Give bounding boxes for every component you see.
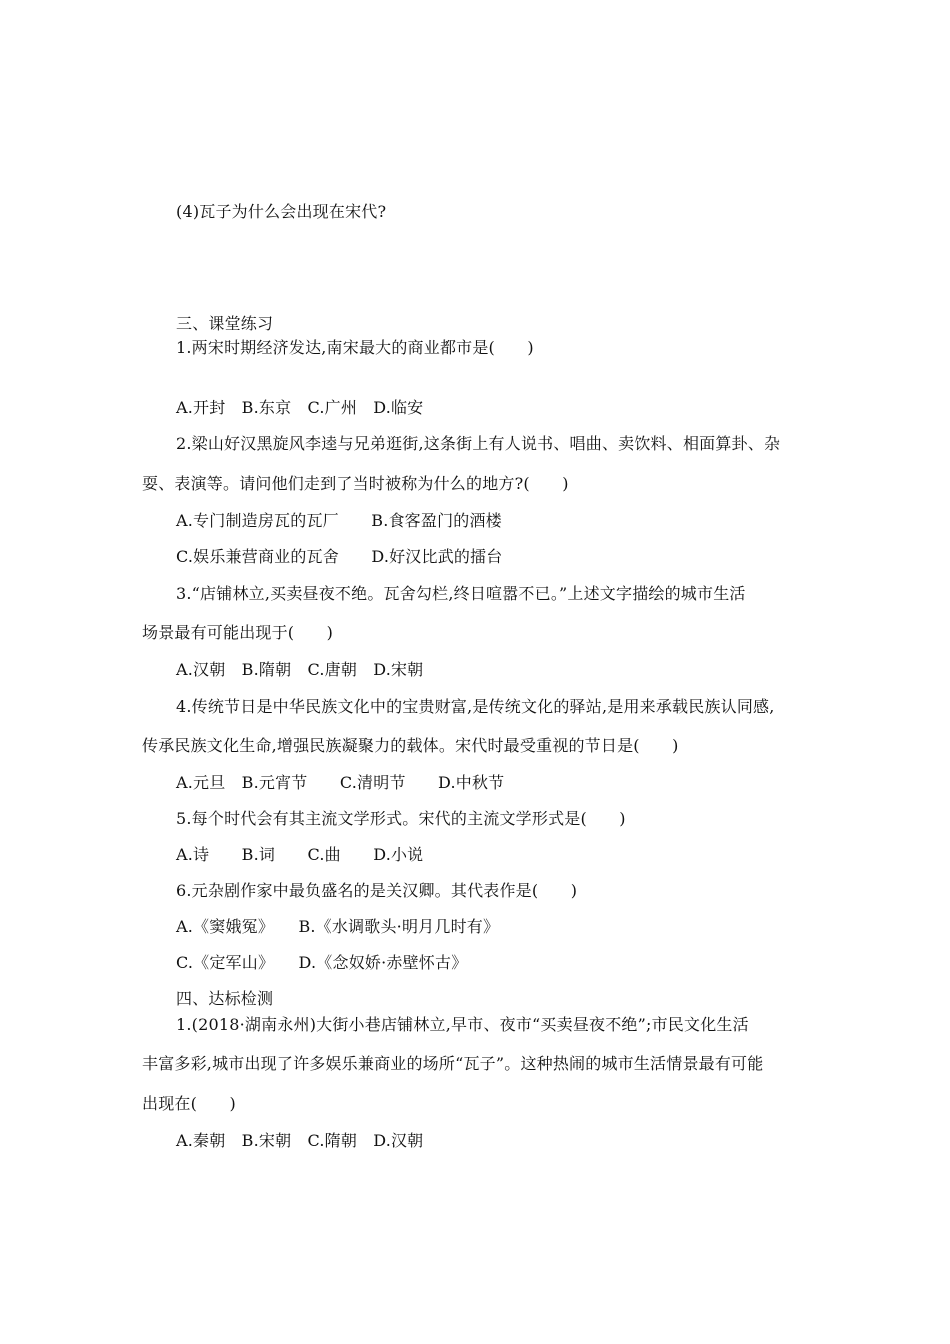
assessment-q1-options: A.秦朝 B.宋朝 C.隋朝 D.汉朝 [176, 1131, 424, 1150]
practice-q2-line1: 2.梁山好汉黑旋风李逵与兄弟逛街,这条街上有人说书、唱曲、卖饮料、相面算卦、杂 [176, 434, 781, 453]
section-heading-assessment: 四、达标检测 [176, 989, 274, 1008]
practice-q5-options: A.诗 B.词 C.曲 D.小说 [176, 845, 424, 864]
practice-q2-options-cd: C.娱乐兼营商业的瓦舍 D.好汉比武的擂台 [176, 547, 503, 566]
section-heading-practice: 三、课堂练习 [176, 314, 274, 333]
practice-q4-line1: 4.传统节日是中华民族文化中的宝贵财富,是传统文化的驿站,是用来承载民族认同感, [176, 697, 775, 716]
practice-q6-options-cd: C.《定军山》 D.《念奴娇·赤壁怀古》 [176, 953, 468, 972]
assessment-q1-line2: 丰富多彩,城市出现了许多娱乐兼商业的场所“瓦子”。这种热闹的城市生活情景最有可能 [142, 1054, 764, 1073]
practice-q4-line2: 传承民族文化生命,增强民族凝聚力的载体。宋代时最受重视的节日是( ) [142, 736, 679, 755]
practice-q6-options-ab: A.《窦娥冤》 B.《水调歌头·明月几时有》 [176, 917, 500, 936]
assessment-q1-line3: 出现在( ) [142, 1094, 236, 1113]
practice-q3-line1: 3.“店铺林立,买卖昼夜不绝。瓦舍勾栏,终日喧嚣不已。”上述文字描绘的城市生活 [176, 584, 746, 603]
practice-q4-options: A.元旦 B.元宵节 C.清明节 D.中秋节 [176, 773, 505, 792]
question-4-4: (4)瓦子为什么会出现在宋代? [176, 202, 387, 221]
practice-q6: 6.元杂剧作家中最负盛名的是关汉卿。其代表作是( ) [176, 881, 578, 900]
practice-q2-line2: 耍、表演等。请问他们走到了当时被称为什么的地方?( ) [142, 474, 569, 493]
practice-q3-line2: 场景最有可能出现于( ) [142, 623, 334, 642]
practice-q2-options-ab: A.专门制造房瓦的瓦厂 B.食客盈门的酒楼 [176, 511, 502, 530]
assessment-q1-line1: 1.(2018·湖南永州)大街小巷店铺林立,早市、夜市“买卖昼夜不绝”;市民文化生活 [176, 1015, 749, 1034]
practice-q3-options: A.汉朝 B.隋朝 C.唐朝 D.宋朝 [176, 660, 424, 679]
practice-q1: 1.两宋时期经济发达,南宋最大的商业都市是( ) [176, 338, 534, 357]
practice-q5: 5.每个时代会有其主流文学形式。宋代的主流文学形式是( ) [176, 809, 626, 828]
practice-q1-options: A.开封 B.东京 C.广州 D.临安 [176, 398, 424, 417]
